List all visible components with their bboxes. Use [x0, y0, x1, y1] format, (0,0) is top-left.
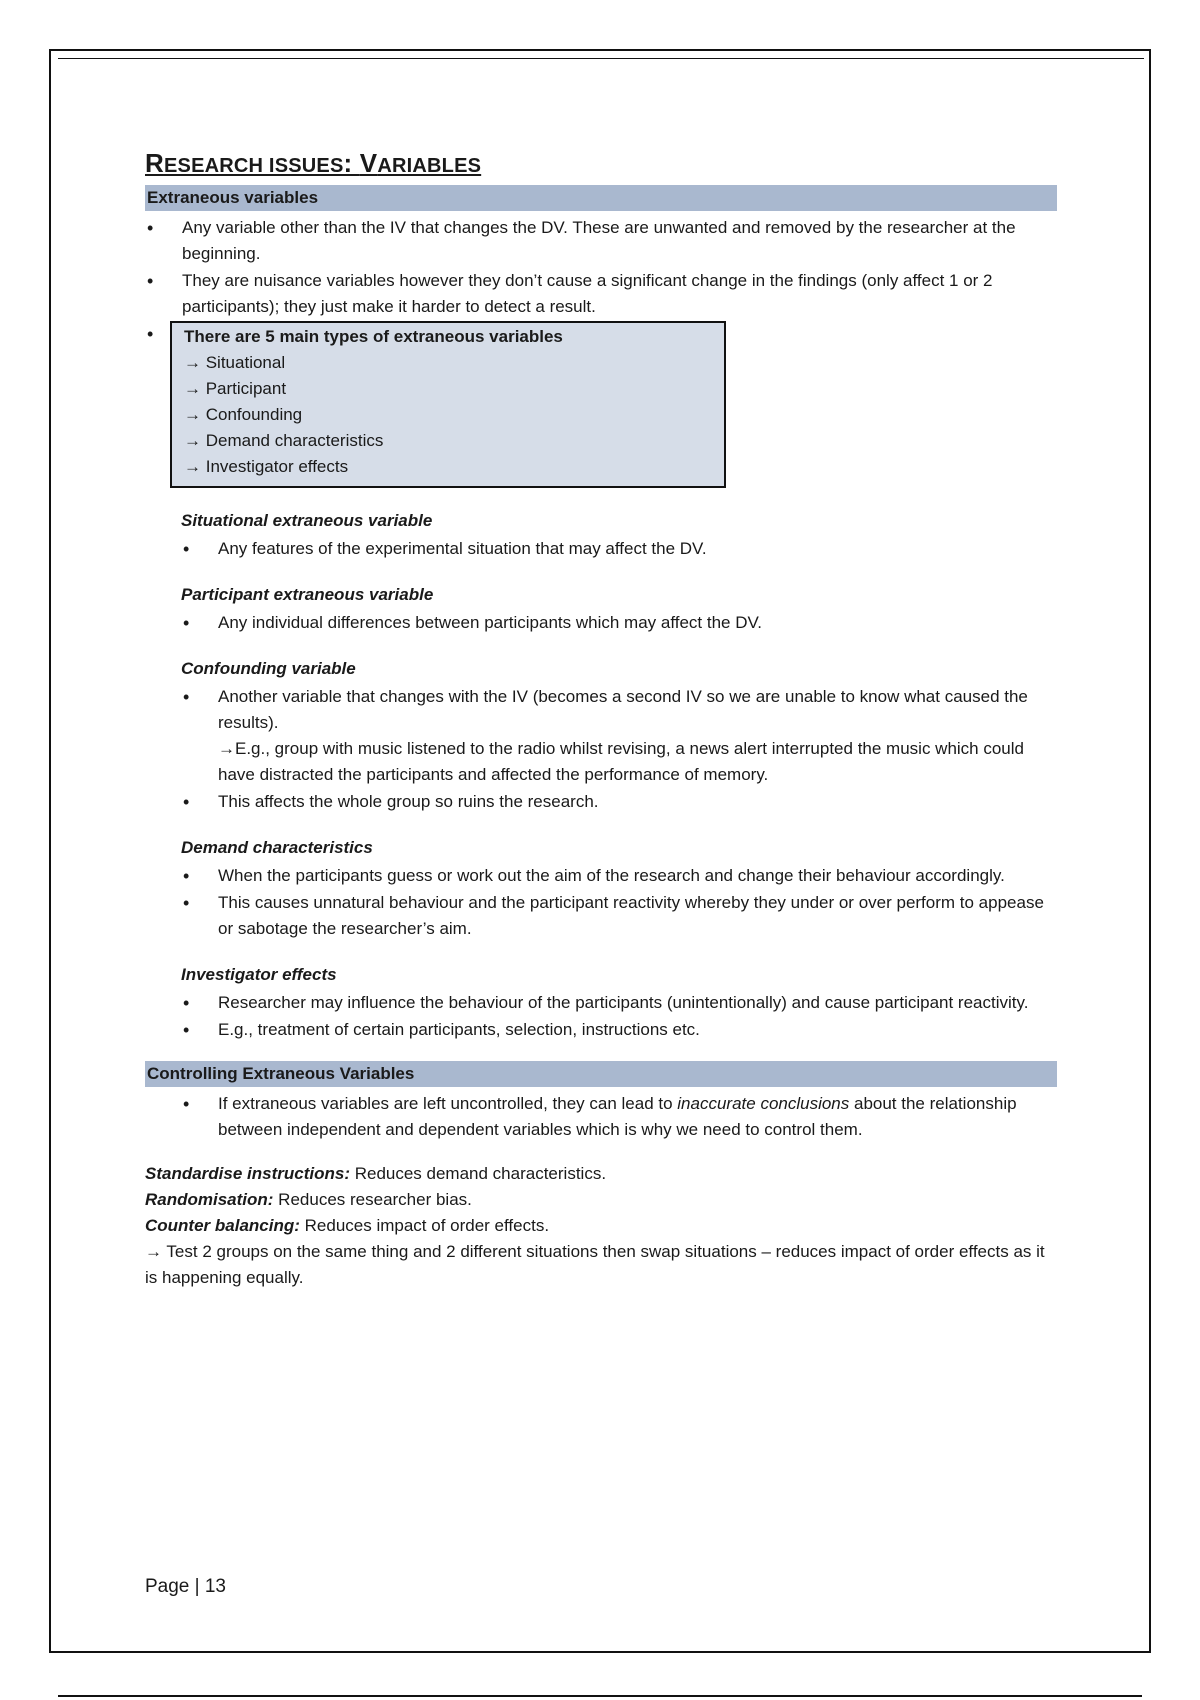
section-header-extraneous-variables: Extraneous variables — [145, 185, 1057, 211]
section-header-controlling: Controlling Extraneous Variables — [145, 1061, 1057, 1087]
subheading-situational: Situational extraneous variable — [181, 511, 433, 530]
text-run: If extraneous variables are left uncontrolled, they can lead to — [218, 1094, 678, 1113]
investigator-bullets — [181, 990, 1057, 1043]
list-item: • This affects the whole group so ruins the research. — [181, 789, 1057, 815]
controlling-bullets — [181, 1091, 1057, 1143]
participant-bullets — [181, 610, 1057, 636]
type-item-situational: → Situational — [184, 353, 286, 372]
control-counter-balancing — [145, 1213, 1057, 1239]
list-item: • They are nuisance variables however they don’t cause a significant change in the findings (only affect 1 or 2 participants); they just make it harder to detect a result. — [145, 268, 1057, 320]
confounding-example: →E.g., group with music listened to the radio whilst revising, a news alert interrupted the music which could have distracted the participants and affected the performance of memory. — [218, 739, 1024, 784]
situational-bullets — [181, 536, 1057, 562]
confounding-definition: • Another variable that changes with the IV (becomes a second IV so we are unable to know what caused the results). — [218, 687, 1028, 732]
subheading-confounding: Confounding variable — [181, 659, 356, 678]
control-term: Standardise instructions: — [145, 1164, 350, 1183]
control-term: Counter balancing: — [145, 1216, 300, 1235]
document-body — [145, 148, 1057, 1291]
subheading-investigator: Investigator effects — [181, 965, 337, 984]
type-item-investigator: → Investigator effects — [184, 457, 349, 476]
counter-balancing-note: → Test 2 groups on the same thing and 2 different situations then swap situations – reduces impact of order effects as it is happening equally. — [145, 1242, 1045, 1287]
footer-rule — [58, 1695, 1142, 1697]
subheading-participant: Participant extraneous variable — [181, 585, 434, 604]
text-run: about the relationship between independent and dependent variables which is why we need to control them. — [218, 1094, 1017, 1139]
list-item: • This causes unnatural behaviour and the participant reactivity whereby they under or over perform to appease or sabotage the researcher’s aim. — [181, 890, 1057, 942]
types-box-heading: • There are 5 main types of extraneous variables — [184, 327, 563, 346]
control-standardise — [145, 1161, 1057, 1187]
list-item: • Any features of the experimental situation that may affect the DV. — [181, 536, 1057, 562]
control-desc: Reduces demand characteristics. — [349, 1164, 607, 1183]
list-item: • Researcher may influence the behaviour of the participants (unintentionally) and cause participant reactivity. — [181, 990, 1057, 1016]
control-term: Randomisation: — [145, 1190, 274, 1209]
type-item-participant: → Participant — [184, 379, 287, 398]
list-item: • E.g., treatment of certain participants, selection, instructions etc. — [181, 1017, 1057, 1043]
list-item: • Any individual differences between participants which may affect the DV. — [181, 610, 1057, 636]
list-item — [181, 1091, 1057, 1143]
page-title: RESEARCH ISSUES: VARIABLES — [145, 148, 482, 178]
list-item: • Any variable other than the IV that changes the DV. These are unwanted and removed by the researcher at the beginning. — [145, 215, 1057, 267]
types-box — [170, 321, 726, 488]
page-number: Page | 13 — [145, 1576, 227, 1597]
type-item-demand: → Demand characteristics — [184, 431, 384, 450]
list-item — [181, 684, 1057, 788]
list-item: • When the participants guess or work out the aim of the research and change their behaviour accordingly. — [181, 863, 1057, 889]
control-desc: Reduces impact of order effects. — [299, 1216, 550, 1235]
control-desc: Reduces researcher bias. — [273, 1190, 472, 1209]
control-randomisation — [145, 1187, 1057, 1213]
extraneous-bullets — [145, 215, 1057, 488]
confounding-bullets — [181, 684, 1057, 815]
header-rule — [58, 58, 1144, 59]
emphasis-text: inaccurate conclusions — [677, 1094, 850, 1113]
type-item-confounding: → Confounding — [184, 405, 303, 424]
subheading-demand: Demand characteristics — [181, 838, 373, 857]
demand-bullets — [181, 863, 1057, 942]
list-item-types-box — [145, 321, 1057, 488]
